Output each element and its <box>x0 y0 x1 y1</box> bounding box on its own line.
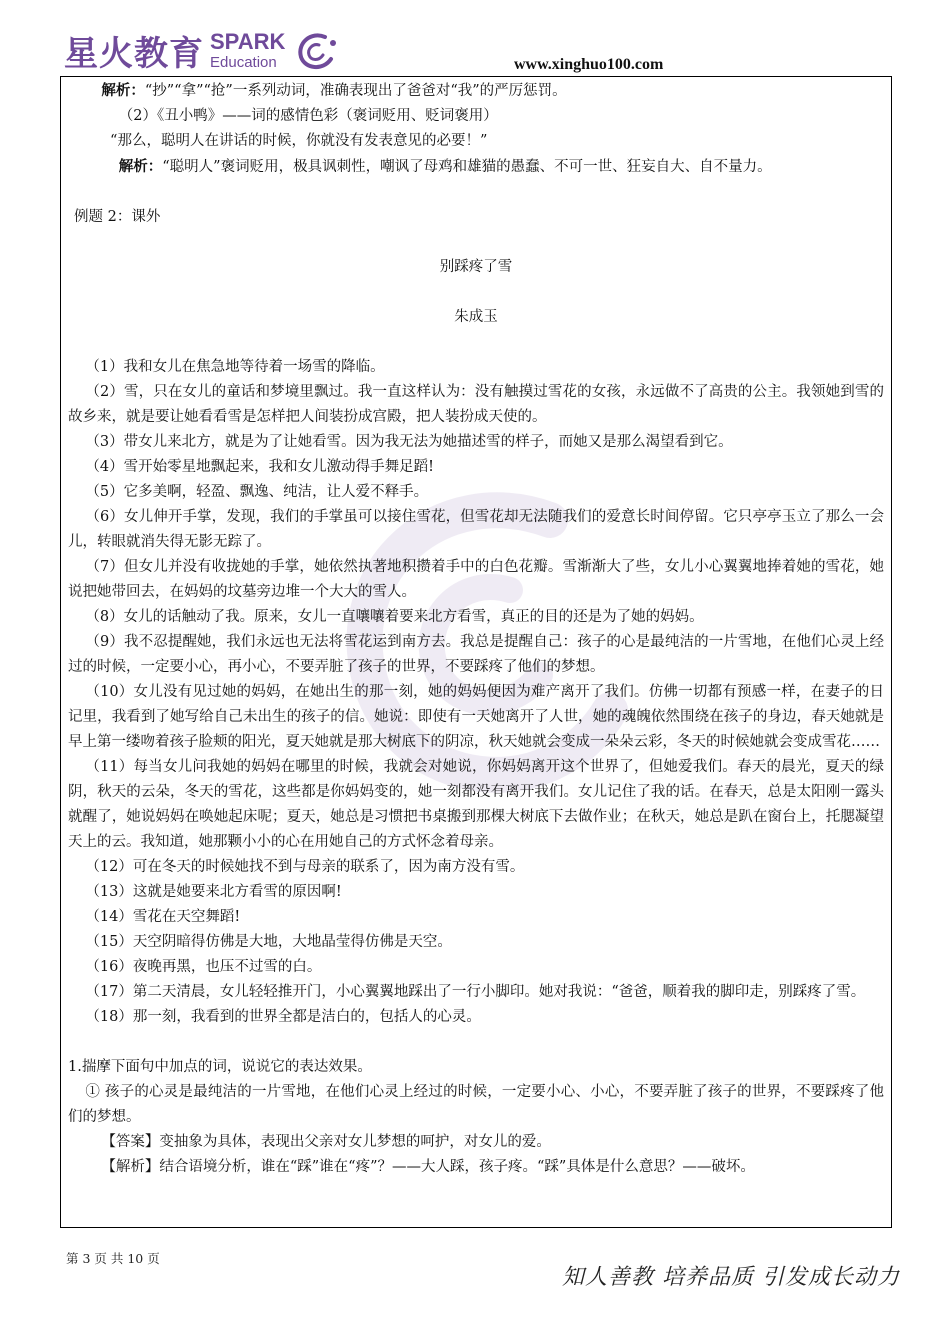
answer-label: 【答案】 <box>101 1134 160 1150</box>
page-number: 第 3 页 共 10 页 <box>66 1251 160 1266</box>
article-paragraph: （16）夜晚再黑，也压不过雪的白。 <box>85 959 322 975</box>
article-paragraph: （15）天空阴暗得仿佛是大地，大地晶莹得仿佛是天空。 <box>85 934 452 950</box>
article-paragraph: （9）我不忍提醒她，我们永远也无法将雪花运到南方去。我总是提醒自己：孩子的心是最纯洁的一片雪地，在他们心灵上经过的时候，一定要小心，再小心，不要弄脏了孩子的世界，不要踩疼了他们的梦想。 <box>68 634 884 675</box>
article-paragraph: （14）雪花在天空舞蹈! <box>85 909 241 925</box>
article-paragraphs <box>68 355 884 1030</box>
analysis-text: 结合语境分析，谁在“踩”谁在“疼”？——大人踩，孩子疼。“踩”具体是什么意思？——破坏。 <box>159 1159 755 1175</box>
logo-english-text <box>210 31 285 70</box>
footer-slogan: 知人善教 培养品质 引发成长动力 <box>562 1265 900 1290</box>
document-body <box>68 78 884 1180</box>
analysis-line-3 <box>68 1155 884 1180</box>
answer-text: 变抽象为具体，表现出父亲对女儿梦想的呵护，对女儿的爱。 <box>159 1134 551 1150</box>
article-paragraph: （8）女儿的话触动了我。原来，女儿一直嚷嚷着要来北方看雪，真正的目的还是为了她的妈妈。 <box>85 609 704 625</box>
analysis-text: “聪明人”褒词贬用，极具讽刺性，嘲讽了母鸡和雄猫的愚蠢、不可一世、狂妄自大、自不量力。 <box>162 159 772 175</box>
logo-education-text: Education <box>210 54 277 71</box>
quote-line: “那么，聪明人在讲话的时候，你就没有发表意见的必要！” <box>110 133 488 149</box>
example-heading: 例题 2：课外 <box>74 209 161 225</box>
article-paragraph: （1）我和女儿在焦急地等待着一场雪的降临。 <box>85 359 385 375</box>
site-url: www.xinghuo100.com <box>514 56 664 73</box>
analysis-label: 解析： <box>101 82 145 99</box>
logo-spark-text: SPARK <box>210 29 286 54</box>
section-heading-ugly-duckling: （2）《丑小鸭》——词的感情色彩（褒词贬用、贬词褒用） <box>118 108 498 124</box>
article-paragraph: （2）雪，只在女儿的童话和梦境里飘过。我一直这样认为：没有触摸过雪花的女孩，永远做不了高贵的公主。我领她到雪的故乡来，就是要让她看看雪是怎样把人间装扮成宫殿，把人装扮成天使的。 <box>68 384 884 425</box>
article-title: 别踩疼了雪 <box>439 259 513 275</box>
article-paragraph: （6）女儿伸开手掌，发现，我们的手掌虽可以接住雪花，但雪花却无法随我们的爱意长时间停留。它只亭亭玉立了那么一会儿，转眼就消失得无影无踪了。 <box>68 509 884 550</box>
analysis-label: 【解析】 <box>101 1159 160 1175</box>
logo-chinese-text: 星火教育 <box>64 34 204 74</box>
analysis-label: 解析： <box>118 158 163 175</box>
article-paragraph: （10）女儿没有见过她的妈妈，在她出生的那一刻，她的妈妈便因为难产离开了我们。仿佛一切都有预感一样，在妻子的日记里，我看到了她写给自己未出生的孩子的信。她说：即使有一天她离开了人世，她的魂魄依然围绕在孩子的身边，春天她就是早上第一缕吻着孩子脸颊的阳光，夏天她就是那大树底下的阴凉，秋天她就会变成一朵朵云彩，冬天的时候她就会变成雪花…… <box>68 684 884 750</box>
page-header <box>0 0 950 80</box>
spark-logo <box>64 26 341 75</box>
article-paragraph: （17）第二天清晨，女儿轻轻推开门，小心翼翼地踩出了一行小脚印。她对我说：“爸爸，顺着我的脚印走，别踩疼了雪。 <box>85 984 866 1000</box>
article-paragraph: （12）可在冬天的时候她找不到与母亲的联系了，因为南方没有雪。 <box>85 859 525 875</box>
spark-swirl-icon <box>289 29 341 73</box>
article-paragraph: （11）每当女儿问我她的妈妈在哪里的时候，我就会对她说，你妈妈离开这个世界了，但她爱我们。春天的晨光，夏天的绿阴，秋天的云朵，冬天的雪花，这些都是你妈妈变的，她一刻都没有离开我们。女儿记住了我的话。在春天，总是太阳刚一露头就醒了，她说妈妈在唤她起床呢；夏天，她总是习惯把书桌搬到那棵大树底下去做作业；在秋天，她总是趴在窗台上，托腮凝望天上的云。我知道，她那颗小小的心在用她自己的方式怀念着母亲。 <box>68 759 884 850</box>
article-paragraph: （13）这就是她要来北方看雪的原因啊! <box>85 884 342 900</box>
article-paragraph: （3）带女儿来北方，就是为了让她看雪。因为我无法为她描述雪的样子，而她又是那么渴望看到它。 <box>85 434 733 450</box>
analysis-text: “抄”“拿”“抢”一系列动词，准确表现出了爸爸对“我”的严厉惩罚。 <box>144 83 567 99</box>
article-paragraph: （7）但女儿并没有收拢她的手掌，她依然执著地积攒着手中的白色花瓣。雪渐渐大了些，女儿小心翼翼地捧着她的雪花，她说把她带回去，在妈妈的坟墓旁边堆一个大大的雪人。 <box>68 559 884 600</box>
article-author: 朱成玉 <box>454 309 498 325</box>
question-1-sentence: ① 孩子的心灵是最纯洁的一片雪地，在他们心灵上经过的时候，一定要小心、小心，不要弄脏了孩子的世界，不要踩疼了他们的梦想。 <box>68 1084 884 1125</box>
analysis-line-2 <box>68 154 884 180</box>
article-paragraph: （18）那一刻，我看到的世界全都是洁白的，包括人的心灵。 <box>85 1009 481 1025</box>
article-paragraph: （5）它多美啊，轻盈、飘逸、纯洁，让人爱不释手。 <box>85 484 429 500</box>
analysis-line-1 <box>68 78 884 104</box>
article-paragraph: （4）雪开始零星地飘起来，我和女儿激动得手舞足蹈! <box>85 459 434 475</box>
question-1: 1.揣摩下面句中加点的词，说说它的表达效果。 <box>68 1059 372 1075</box>
answer-line <box>68 1130 884 1155</box>
